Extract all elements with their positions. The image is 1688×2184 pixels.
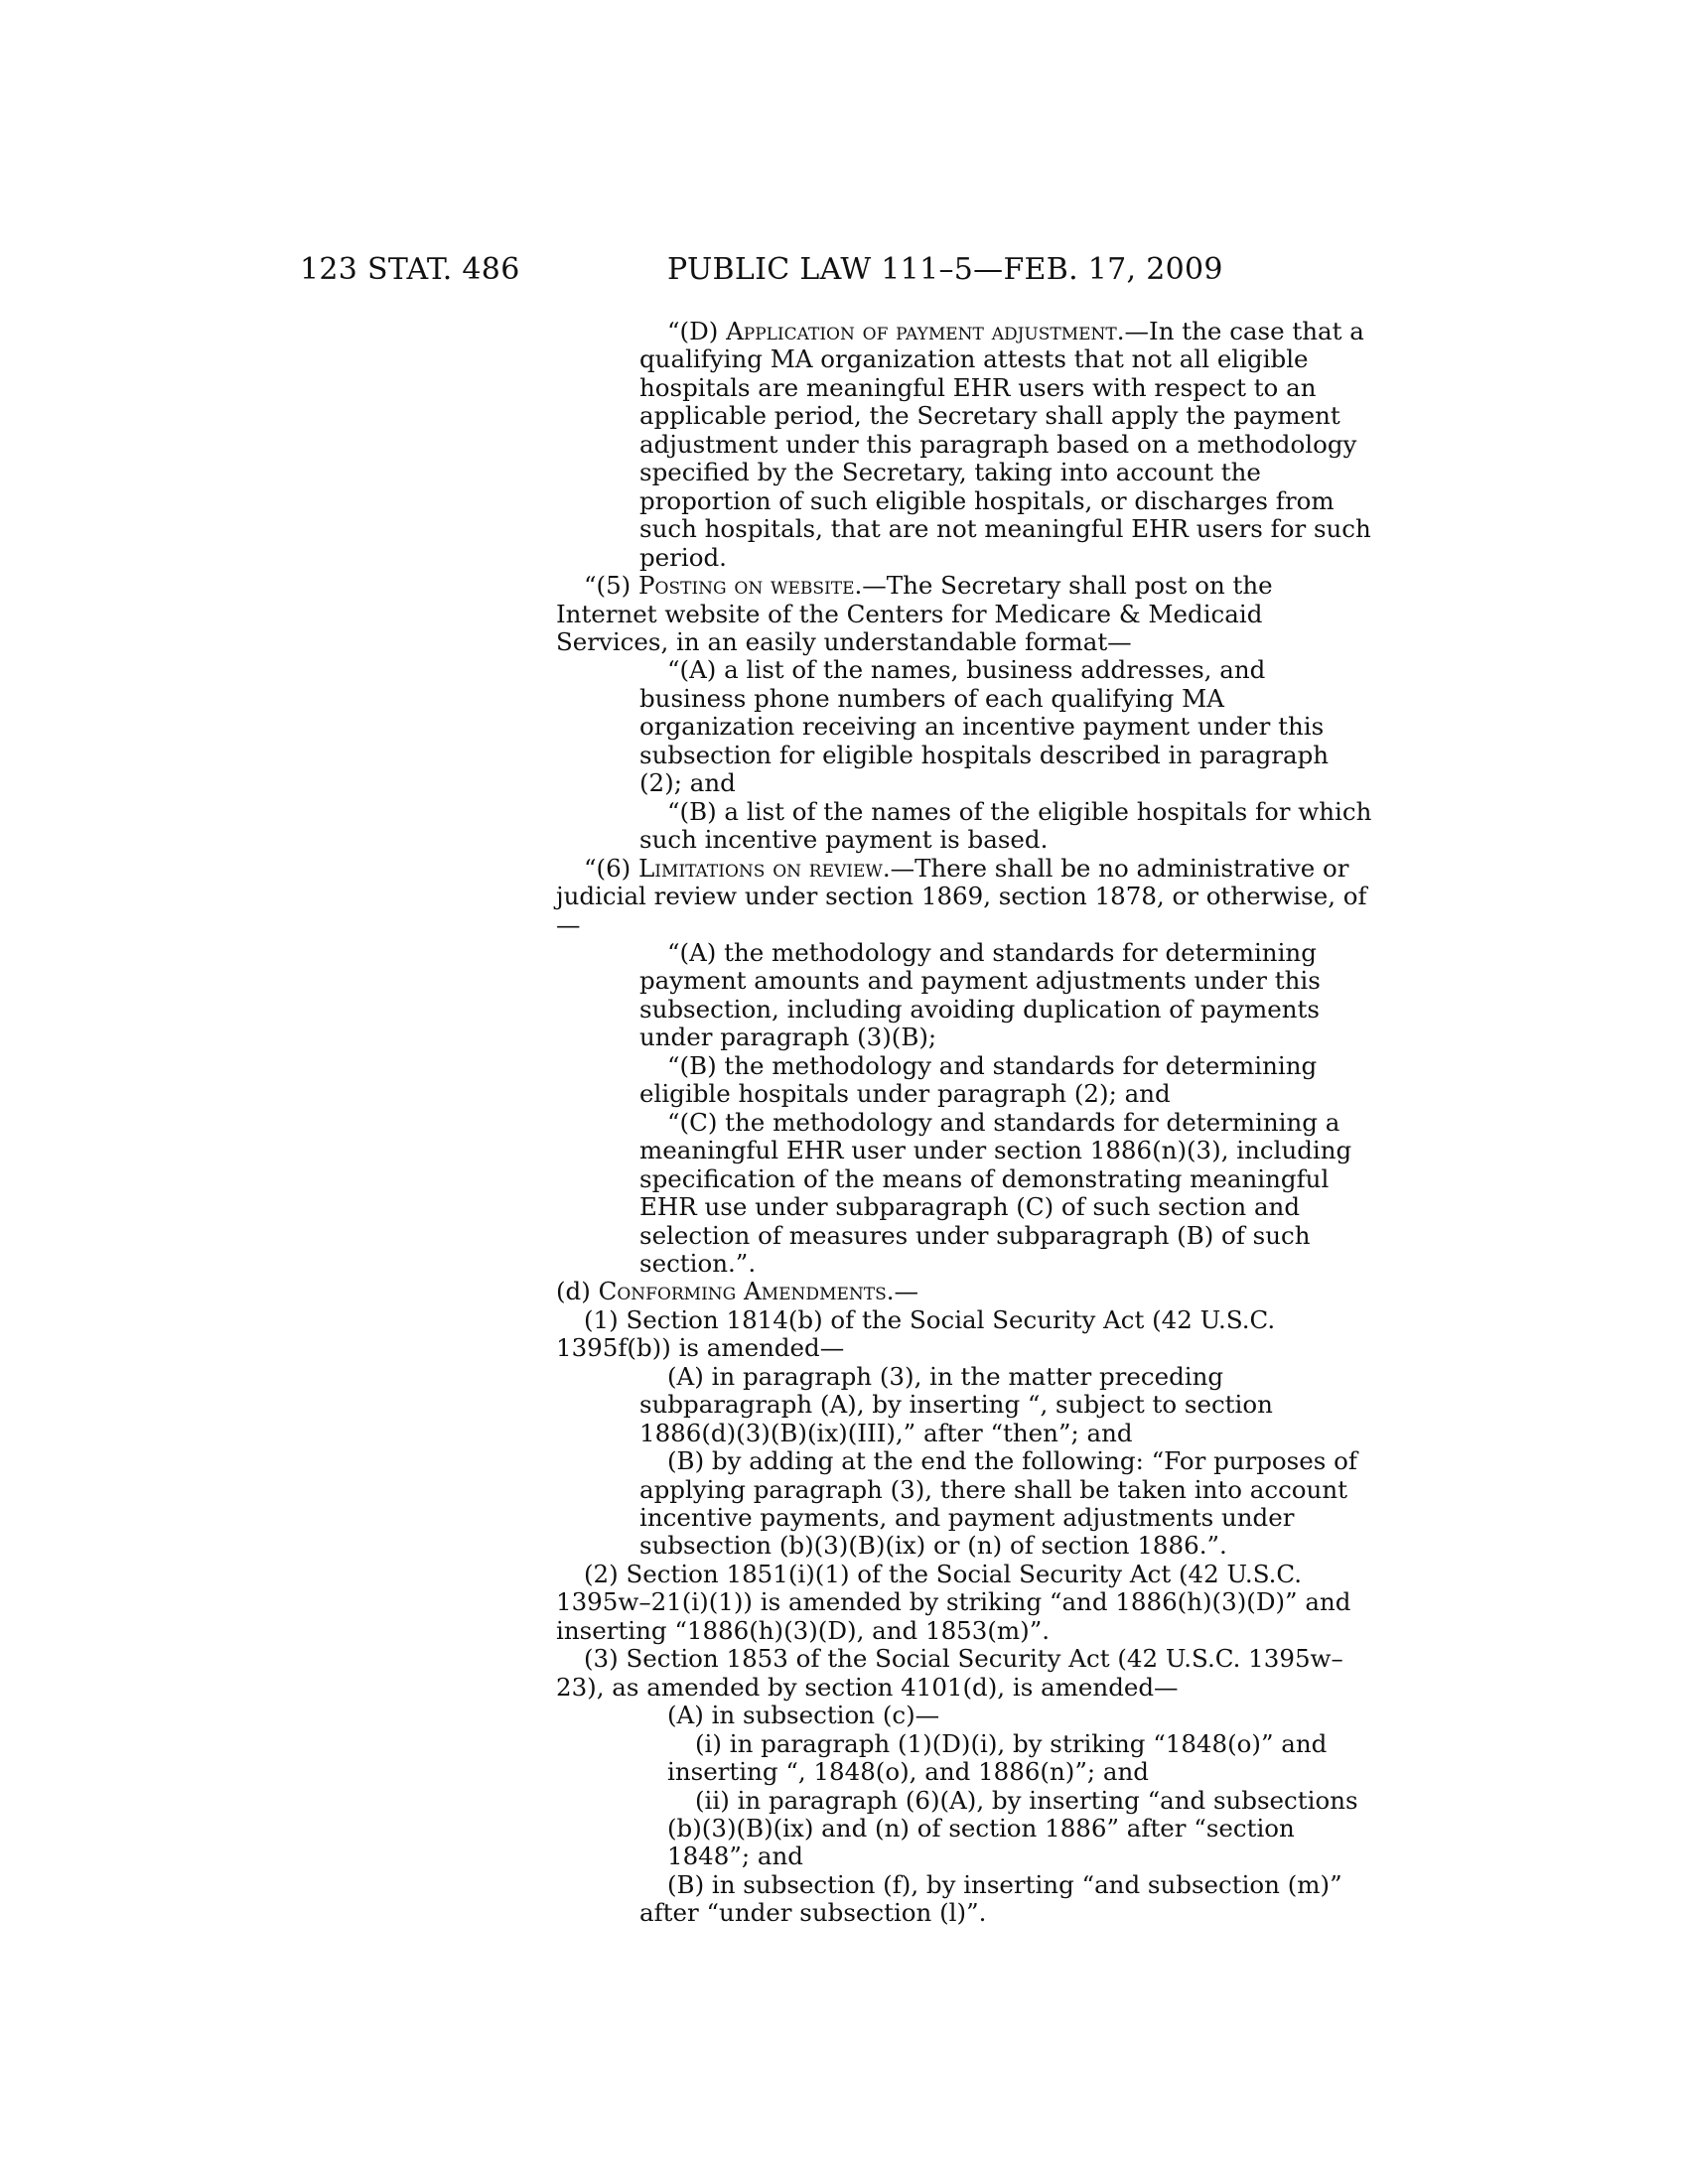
- paragraph-6-limitations-on-review: “(6) Limitations on review.—There shall be no administrative or judicial review under section 1869, section 1878, or otherwise, of—: [556, 853, 1367, 939]
- running-header-title: PUBLIC LAW 111–5—FEB. 17, 2009: [667, 252, 1223, 287]
- amendment-1-section-1814b: (1) Section 1814(b) of the Social Security Act (42 U.S.C. 1395f(b)) is amended—: [556, 1304, 1276, 1363]
- statute-page-reference: 123 STAT. 486: [300, 252, 520, 287]
- amendment-1-a: (A) in paragraph (3), in the matter preceding subparagraph (A), by inserting “, subject to section 1886(d)(3)(B)(ix)(III),” after “then”; and: [639, 1361, 1273, 1447]
- paragraph-d-application-of-payment-adjustment: “(D) Application of payment adjustment.—In the case that a qualifying MA organization attests that not all eligible hospitals are meaningful EHR users with respect to an applicable period, the Secretary shall apply the payment adjustment under this paragraph based on a methodology specified by the Secretary, taking into account the proportion of such eligible hospitals, or discharges from such hospitals, that are not meaningful EHR users for such period.: [639, 317, 1371, 572]
- subparagraph-b-list-of-hospitals: “(B) a list of the names of the eligible hospitals for which such incentive payment is based.: [639, 796, 1372, 855]
- subparagraph-c-methodology-ehr-user: “(C) the methodology and standards for determining a meaningful EHR user under section 1886(n)(3), including specification of the means of demonstrating meaningful EHR use under subparagraph (C) of such section and selection of measures under subparagraph (B) of such section.”.: [639, 1107, 1352, 1278]
- paragraph-5-posting-on-website: “(5) Posting on website.—The Secretary shall post on the Internet website of the Centers for Medicare & Medicaid Services, in an easily understandable format—: [556, 571, 1273, 656]
- subparagraph-a-list-of-names: “(A) a list of the names, business addresses, and business phone numbers of each qualifying MA organization receiving an incentive payment under this subsection for eligible hospitals described in paragraph (2); and: [639, 655, 1330, 798]
- amendment-3-a-i: (i) in paragraph (1)(D)(i), by striking “1848(o)” and inserting “, 1848(o), and 1886(n)”; and: [667, 1728, 1328, 1787]
- subparagraph-a-methodology-payment: “(A) the methodology and standards for determining payment amounts and payment adjustments under this subsection, including avoiding duplication of payments under paragraph (3)(B);: [639, 937, 1321, 1052]
- amendment-2-section-1851: (2) Section 1851(i)(1) of the Social Security Act (42 U.S.C. 1395w–21(i)(1)) is amended by striking “and 1886(h)(3)(D)” and inserting “1886(h)(3)(D), and 1853(m)”.: [556, 1559, 1351, 1645]
- amendment-3-b: (B) in subsection (f), by inserting “and subsection (m)” after “under subsection (l)”.: [639, 1869, 1342, 1928]
- subsection-d-conforming-amendments: (d) Conforming Amendments.—: [556, 1277, 919, 1306]
- amendment-3-a: (A) in subsection (c)—: [667, 1701, 940, 1730]
- amendment-3-section-1853: (3) Section 1853 of the Social Security Act (42 U.S.C. 1395w–23), as amended by section 4101(d), is amended—: [556, 1644, 1343, 1702]
- amendment-3-a-ii: (ii) in paragraph (6)(A), by inserting “and subsections (b)(3)(B)(ix) and (n) of section 1886” after “section 1848”; and: [667, 1785, 1358, 1871]
- document-body: [556, 318, 1376, 1928]
- subparagraph-b-methodology-hospitals: “(B) the methodology and standards for determining eligible hospitals under paragraph (2); and: [639, 1050, 1318, 1109]
- amendment-1-b: (B) by adding at the end the following: “For purposes of applying paragraph (3), there shall be taken into account incentive payments, and payment adjustments under subsection (b)(3)(B)(ix) or (n) of section 1886.”.: [639, 1446, 1357, 1561]
